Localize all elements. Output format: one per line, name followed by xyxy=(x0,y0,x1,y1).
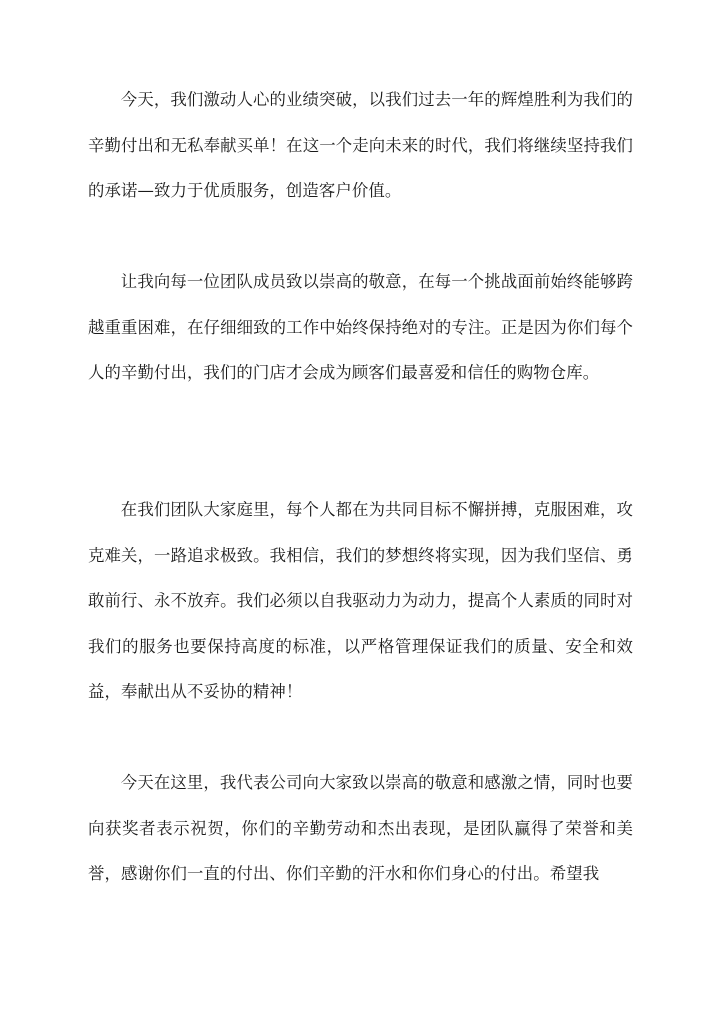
paragraph-4: 今天在这里，我代表公司向大家致以崇高的敬意和感激之情，同时也要向获奖者表示祝贺，你们的辛勤劳动和杰出表现，是团队赢得了荣誉和美誉，感谢你们一直的付出、你们辛勤的汗水和你们身心的付出。希望我 xyxy=(88,773,633,884)
paragraph-2: 让我向每一位团队成员致以崇高的敬意，在每一个挑战面前始终能够跨越重重困难，在仔细细致的工作中始终保持绝对的专注。正是因为你们每个人的辛勤付出，我们的门店才会成为顾客们最喜爱和信任的购物仓库。 xyxy=(88,272,633,383)
paragraph-1: 今天，我们激动人心的业绩突破，以我们过去一年的辉煌胜利为我们的辛勤付出和无私奉献买单！在这一个走向未来的时代，我们将继续坚持我们的承诺—致力于优质服务，创造客户价值。 xyxy=(88,90,633,201)
paragraph-3: 在我们团队大家庭里，每个人都在为共同目标不懈拼搏，克服困难，攻克难关，一路追求极致。我相信，我们的梦想终将实现，因为我们坚信、勇敢前行、永不放弃。我们必须以自我驱动力为动力，提高个人素质的同时对我们的服务也要保持高度的标准，以严格管理保证我们的质量、安全和效益，奉献出从不妥协的精神！ xyxy=(88,500,633,702)
